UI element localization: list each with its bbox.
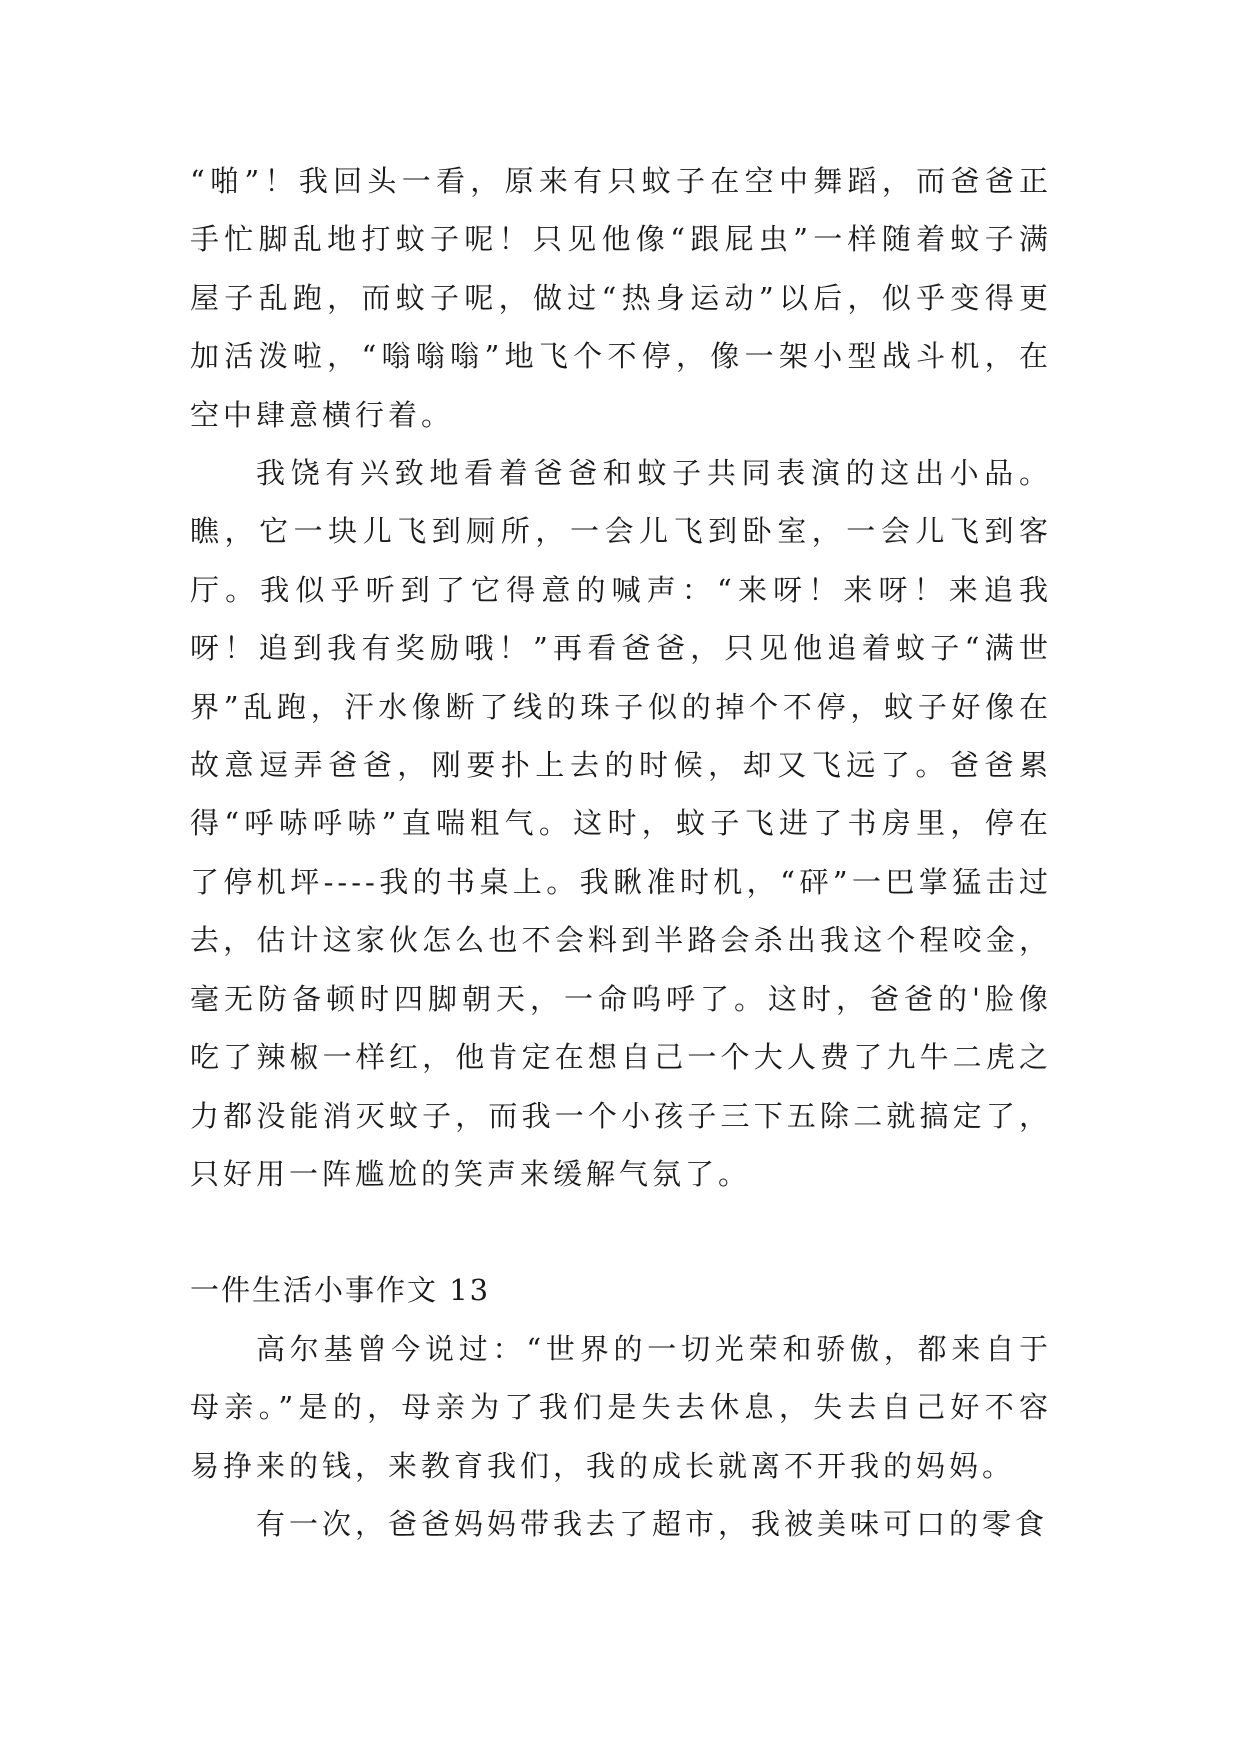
section-title: 一件生活小事作文 13 bbox=[190, 1273, 491, 1308]
paragraph-mosquito-dance: “啪”！我回头一看，原来有只蚊子在空中舞蹈，而爸爸正手忙脚乱地打蚊子呢！只见他像“跟屁虫”一样随着蚊子满屋子乱跑，而蚊子呢，做过“热身运动”以后，似乎变得更加活泼啦，“嗡嗡嗡”地飞个不停，像一架小型战斗机，在空中肆意横行着。 bbox=[190, 164, 1052, 432]
paragraph-gorky-quote: 高尔基曾今说过：“世界的一切光荣和骄傲，都来自于母亲。”是的，母亲为了我们是失去休息，失去自己好不容易挣来的钱，来教育我们，我的成长就离不开我的妈妈。 bbox=[190, 1331, 1052, 1483]
document-page bbox=[190, 152, 1052, 1553]
paragraph-supermarket: 有一次，爸爸妈妈带我去了超市，我被美味可口的零食 bbox=[256, 1506, 1049, 1541]
paragraph-mosquito-chase: 我饶有兴致地看着爸爸和蚊子共同表演的这出小品。瞧，它一块儿飞到厕所，一会儿飞到卧室，一会儿飞到客厅。我似乎听到了它得意的喊声：“来呀！来呀！来追我呀！追到我有奖励哦！”再看爸爸，只见他追着蚊子“满世界”乱跑，汗水像断了线的珠子似的掉个不停，蚊子好像在故意逗弄爸爸，刚要扑上去的时候，却又飞远了。爸爸累得“呼哧呼哧”直喘粗气。这时，蚊子飞进了书房里，停在了停机坪----我的书桌上。我瞅准时机，“砰”一巴掌猛击过去，估计这家伙怎么也不会料到半路会杀出我这个程咬金，毫无防备顿时四脚朝天，一命呜呼了。这时，爸爸的'脸像吃了辣椒一样红，他肯定在想自己一个大人费了九牛二虎之力都没能消灭蚊子，而我一个小孩子三下五除二就搞定了，只好用一阵尴尬的笑声来缓解气氛了。 bbox=[190, 456, 1052, 1191]
